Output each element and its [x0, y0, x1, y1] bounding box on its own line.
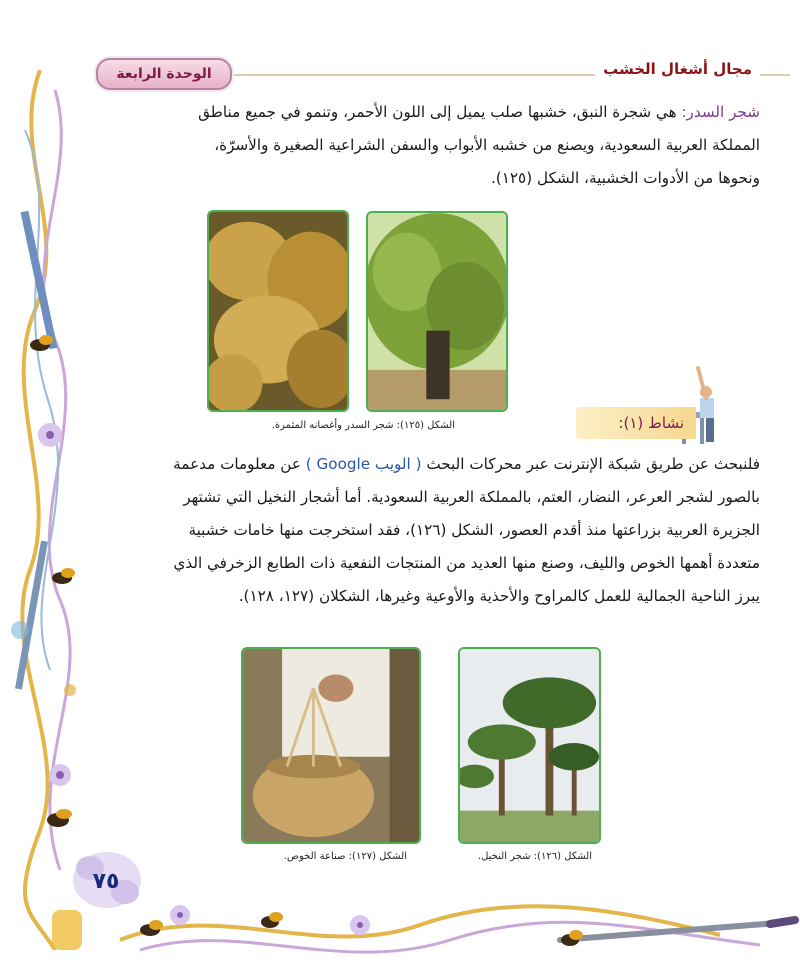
figure-125-caption: الشكل (١٢٥): شجر السدر وأغصانه المثمرة.: [271, 420, 455, 431]
paragraph-line: المملكة العربية السعودية، ويصنع من خشبه الأبواب والسفن الشراعية الصغيرة والأسرّة،: [214, 136, 760, 154]
sidr-branches-photo: [207, 210, 349, 412]
term-sidr: شجر السدر:: [681, 103, 760, 121]
paragraph-palm-research: [148, 448, 760, 613]
activity-label: نشاط (١):: [576, 407, 696, 439]
butterfly-icon: [261, 912, 283, 928]
paragraph-line: [148, 96, 760, 129]
floral-side-decoration: [0, 70, 95, 950]
butterfly-icon: [52, 568, 75, 584]
paragraph-line: بالصور لشجر العرعر، النضار، العتم، بالمملكة العربية السعودية. أما أشجار النخيل التي تشتهر: [183, 488, 760, 506]
paragraph-line: الجزيرة العربية بزراعتها منذ أقدم العصور، الشكل (١٢٦)، فقد استخرجت منها خامات خشبية: [188, 521, 760, 539]
paragraph-line: [148, 448, 760, 481]
search-engine-name: ( الويب Google ): [305, 455, 422, 473]
paragraph-line: ونحوها من الأدوات الخشبية، الشكل (١٢٥).: [490, 169, 760, 187]
text-span: هي شجرة النبق، خشبها صلب يميل إلى اللون الأحمر، وتنمو في جميع مناطق: [198, 103, 682, 121]
palm-trees-photo: [458, 647, 601, 844]
section-title: مجال أشغال الخشب: [595, 60, 760, 78]
text-span: فلنبحث عن طريق شبكة الإنترنت عبر محركات البحث: [421, 455, 760, 473]
page-number: ٧٥: [92, 868, 120, 894]
flower-icon: [170, 905, 190, 925]
figure-126-caption: الشكل (١٢٦): شجر النخيل.: [477, 851, 592, 862]
butterfly-icon: [561, 930, 583, 946]
flower-icon: [49, 764, 71, 786]
text-span: عن معلومات مدعمة: [173, 455, 306, 473]
paragraph-line: يبرز الناحية الجمالية للعمل كالمراوح والأحذية والأوعية وغيرها، الشكلان (١٢٧، ١٢٨).: [238, 587, 760, 605]
paragraph-line: متعددة أهمها الخوص والليف، وصنع منها العديد من المنتجات النفعية ذات الطابع الزخرفي الذي: [173, 554, 760, 572]
butterfly-icon: [140, 920, 163, 936]
sidr-tree-photo: [366, 211, 508, 412]
paragraph-sidr: [148, 96, 760, 195]
palm-weaving-photo: [241, 647, 421, 844]
flower-icon: [38, 423, 62, 447]
figure-127-caption: الشكل (١٢٧): صناعة الخوص.: [283, 851, 407, 862]
unit-badge: الوحدة الرابعة: [96, 58, 232, 90]
flower-icon: [350, 915, 370, 935]
